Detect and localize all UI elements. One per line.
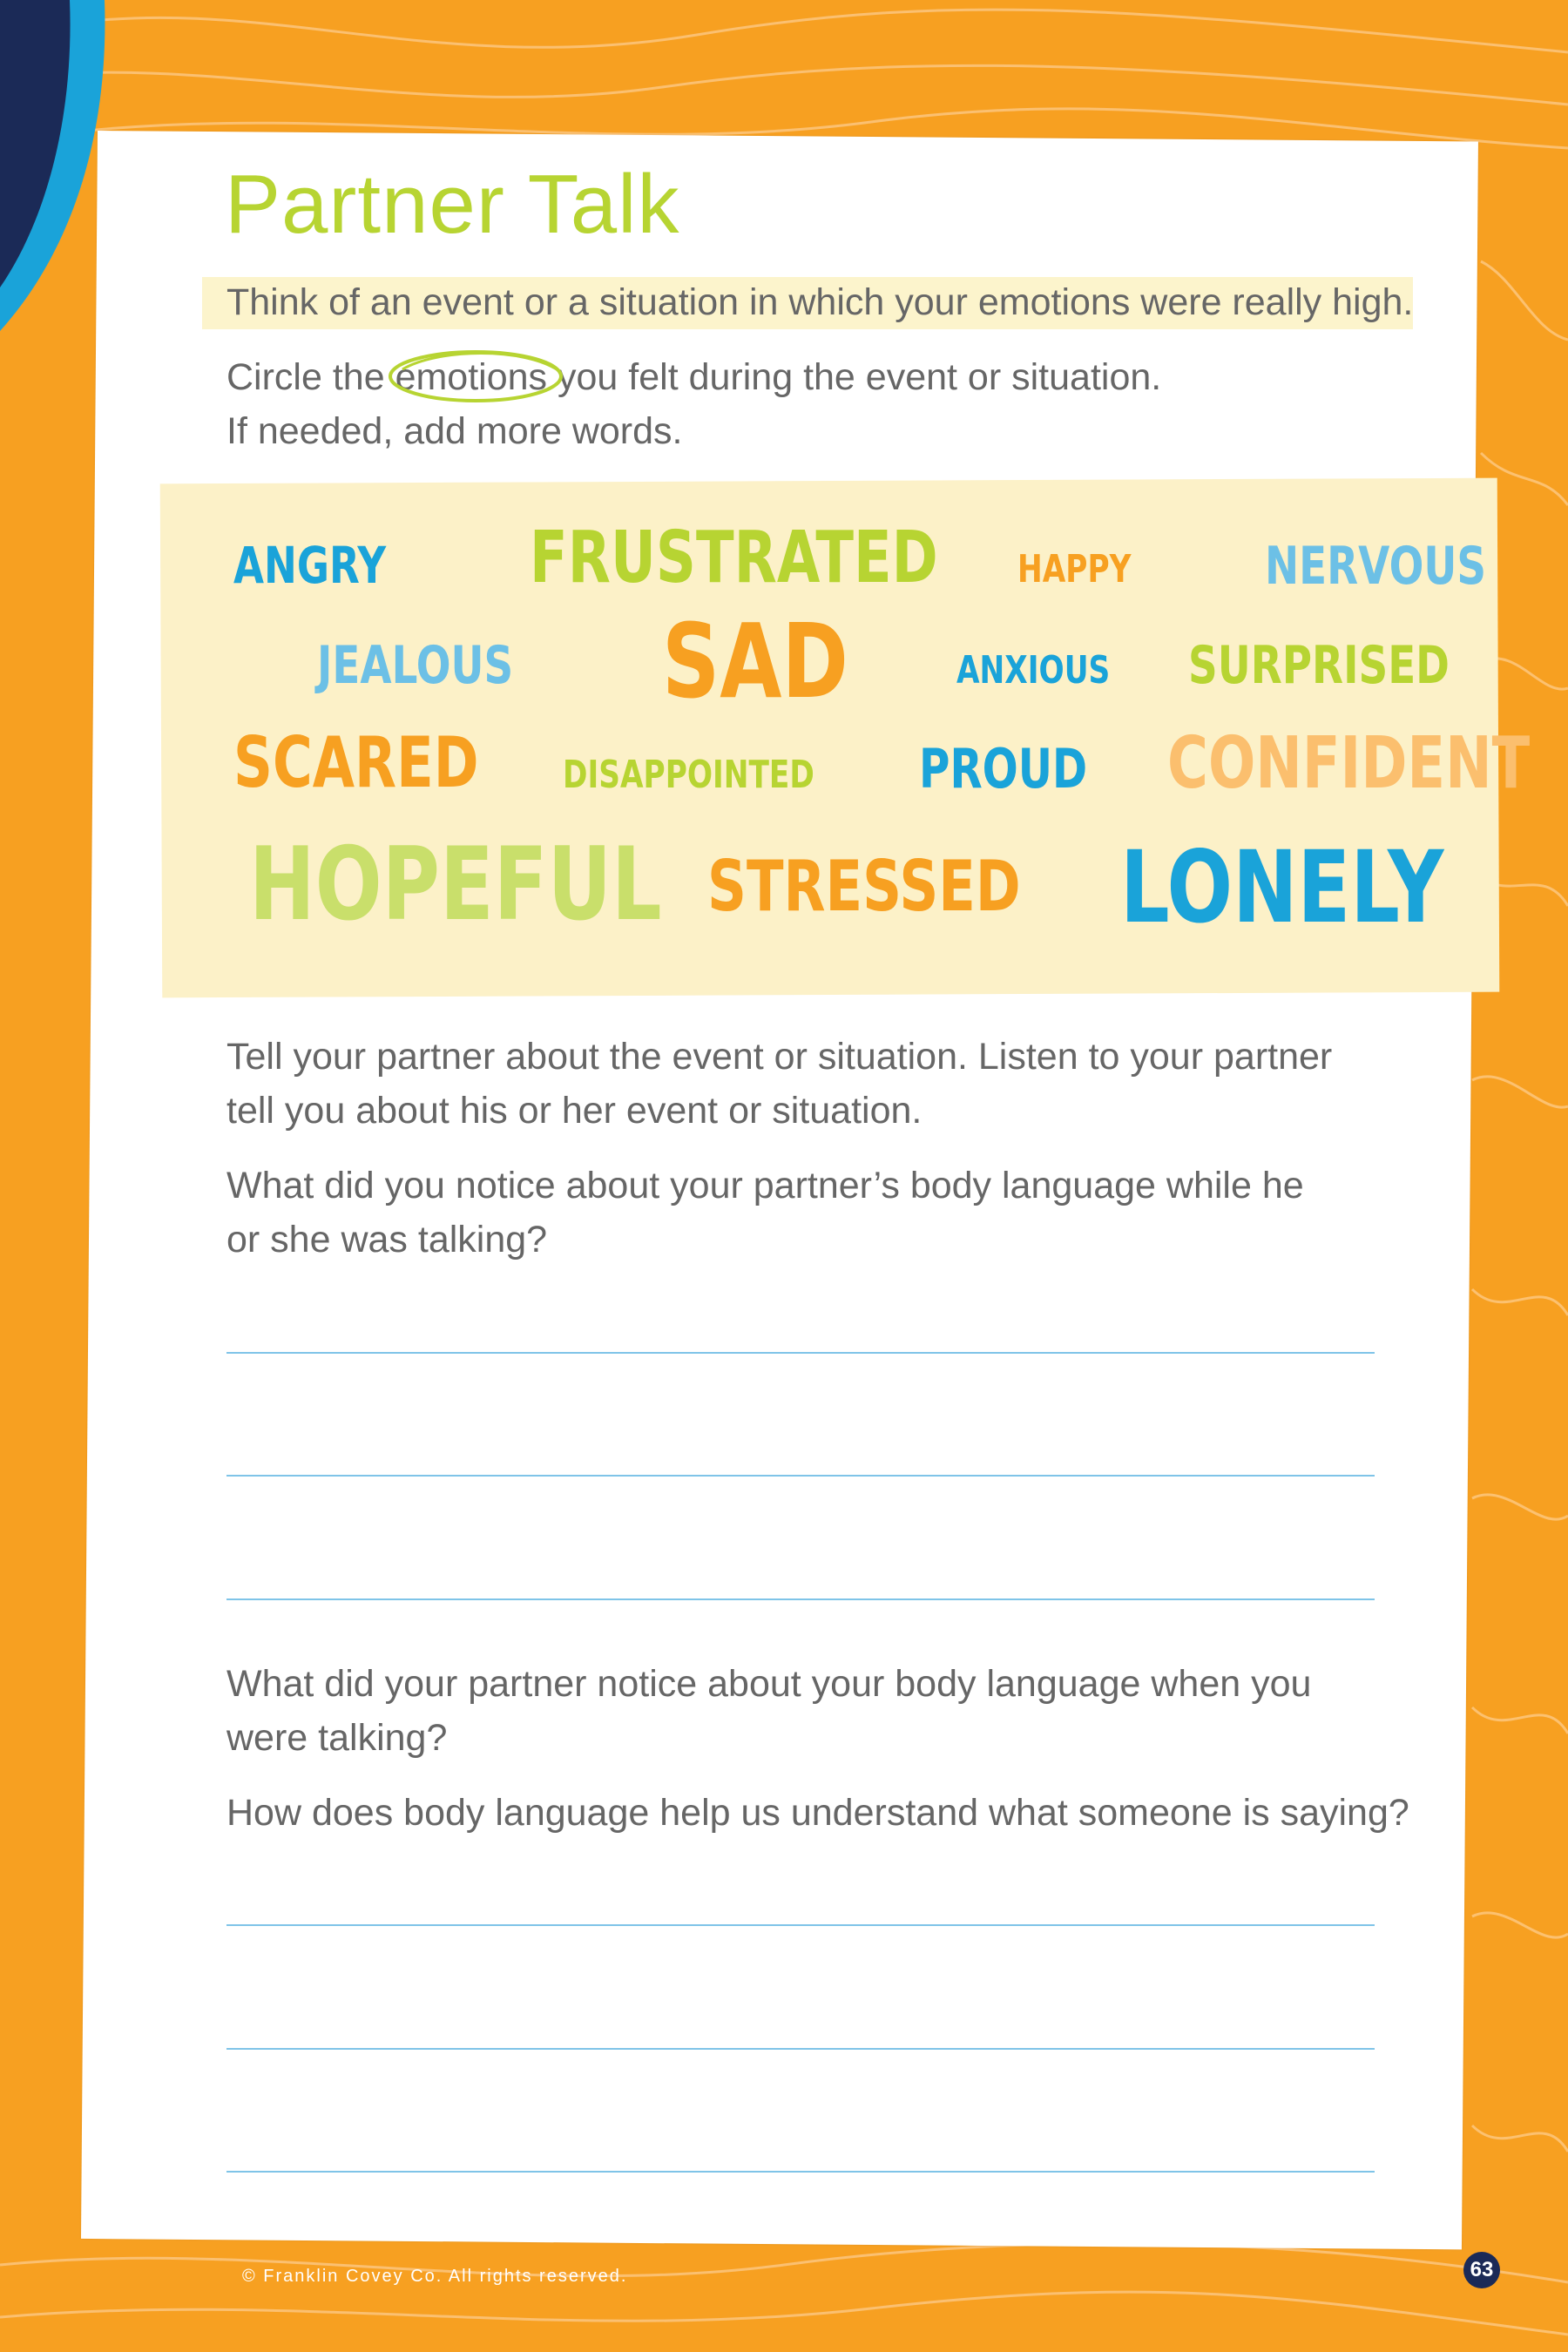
add-more-words-instruction: If needed, add more words. (226, 410, 683, 452)
emotion-word-surprised[interactable]: SURPRISED (1188, 635, 1450, 696)
emotion-word-proud[interactable]: PROUD (919, 737, 1088, 801)
answer-line[interactable] (226, 2048, 1375, 2050)
emotion-word-angry[interactable]: ANGRY (233, 536, 387, 595)
circled-word (395, 350, 547, 405)
emotion-word-scared[interactable]: SCARED (233, 722, 479, 803)
instruction-highlight: Think of an event or a situation in which your emotions were really high. (226, 281, 1414, 323)
question-1-line-2: or she was talking? (226, 1219, 548, 1260)
answer-line[interactable] (226, 2171, 1375, 2173)
question-2-line-1: What did your partner notice about your body language when you (226, 1663, 1312, 1705)
answer-line[interactable] (226, 1352, 1375, 1354)
circle-instruction-before: Circle the (226, 356, 395, 398)
page-title: Partner Talk (225, 158, 680, 251)
question-1-line-1: What did you notice about your partner’s body language while he (226, 1165, 1304, 1206)
emotion-word-frustrated[interactable]: FRUSTRATED (530, 517, 938, 599)
tell-partner-line-1: Tell your partner about the event or situation. Listen to your partner (226, 1036, 1333, 1078)
copyright-footer: © Franklin Covey Co. All rights reserved. (242, 2267, 628, 2286)
hand-drawn-circle-icon (385, 345, 568, 406)
question-2-line-2: were talking? (226, 1717, 448, 1759)
answer-line[interactable] (226, 1598, 1375, 1600)
emotion-word-happy[interactable]: HAPPY (1017, 547, 1132, 591)
answer-line[interactable] (226, 1924, 1375, 1926)
emotion-word-lonely[interactable]: LONELY (1120, 829, 1444, 945)
answer-line[interactable] (226, 1475, 1375, 1477)
emotion-word-confident[interactable]: CONFIDENT (1167, 722, 1531, 805)
emotion-word-stressed[interactable]: STRESSED (707, 846, 1021, 927)
circle-instruction-after: you felt during the event or situation. (547, 356, 1162, 398)
tell-partner-line-2: tell you about his or her event or situation. (226, 1090, 923, 1132)
emotion-word-anxious[interactable]: ANXIOUS (956, 648, 1111, 693)
emotion-word-jealous[interactable]: JEALOUS (317, 635, 514, 696)
question-3: How does body language help us understand what someone is saying? (226, 1792, 1409, 1834)
emotion-word-disappointed[interactable]: DISAPPOINTED (563, 753, 814, 797)
emotion-word-sad[interactable]: SAD (662, 601, 848, 721)
emotion-word-hopeful[interactable]: HOPEFUL (249, 826, 662, 943)
emotion-word-nervous[interactable]: NERVOUS (1265, 536, 1487, 597)
page-number-badge: 63 (1463, 2252, 1500, 2288)
circle-instruction (226, 350, 1161, 405)
circled-word-text: emotions (395, 356, 548, 398)
